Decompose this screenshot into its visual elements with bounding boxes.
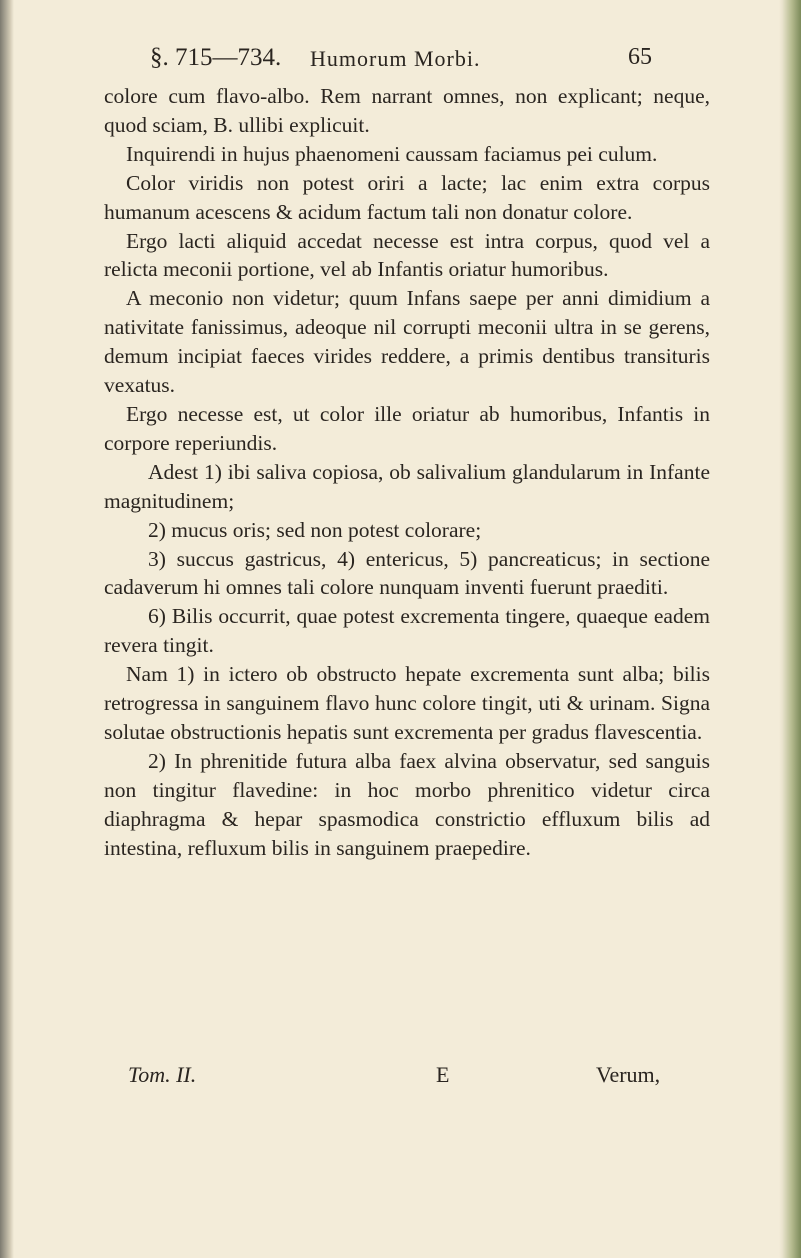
paragraph: colore cum flavo-albo. Rem narrant omnes, non explicant; neque, quod sciam, B. ullibi explicuit. (104, 84, 710, 137)
paragraph: A meconio non videtur; quum Infans saepe per anni dimidium a nativitate fanissimus, adeoque nil corrupti meconii ultra in se gerens, demum incipiat faeces virides reddere, a primis dentibus transituris vexatus. (104, 286, 710, 398)
paragraph: Nam 1) in ictero ob obstructo hepate excrementa sunt alba; bilis retrogressa in sanguinem flavo hunc colore tingit, uti & urinam. Signa solutae obstructionis hepatis sunt excrementa per gradus flavescentia. (104, 662, 710, 744)
paragraph: 2) In phrenitide futura alba faex alvina observatur, sed sanguis non tingitur flavedine: in hoc morbo phrenitico videtur circa diaphragma & hepar spasmodica constrictio effluxum bilis ad intestina, refluxum bilis in sanguinem praepedire. (104, 748, 710, 860)
paragraph: Inquirendi in hujus phaenomeni caussam faciamus pei culum. (126, 141, 658, 166)
body-text (104, 82, 710, 862)
signature-mark: E (436, 1062, 450, 1087)
paragraph: 6) Bilis occurrit, quae potest excrementa tingere, quaeque eadem revera tingit. (104, 604, 710, 658)
paragraph: Adest 1) ibi saliva copiosa, ob salivalium glandularum in Infante magnitudinem; (104, 459, 710, 513)
paragraph: Ergo necesse est, ut color ille oriatur ab humoribus, Infantis in corpore reperiundis. (104, 401, 710, 455)
catchword: Verum, (596, 1062, 661, 1087)
paragraph: Ergo lacti aliquid accedat necesse est intra corpus, quod vel a relicta meconii portione, vel ab Infantis oriatur humoribus. (104, 228, 710, 282)
section-range: §. 715—734. (150, 44, 282, 71)
paragraph: Color viridis non potest oriri a lacte; lac enim extra corpus humanum acescens & acidum factum tali non donatur colore. (104, 170, 710, 224)
volume-mark: Tom. II. (128, 1062, 197, 1087)
page-number: 65 (628, 44, 652, 70)
running-header (0, 44, 801, 78)
running-title: Humorum Morbi. (310, 46, 481, 71)
page-footer (0, 1062, 801, 1092)
paragraph: 2) mucus oris; sed non potest colorare; (148, 517, 482, 542)
paragraph: 3) succus gastricus, 4) entericus, 5) pancreaticus; in sectione cadaverum hi omnes tali colore nunquam inventi fuerunt praediti. (104, 546, 710, 600)
